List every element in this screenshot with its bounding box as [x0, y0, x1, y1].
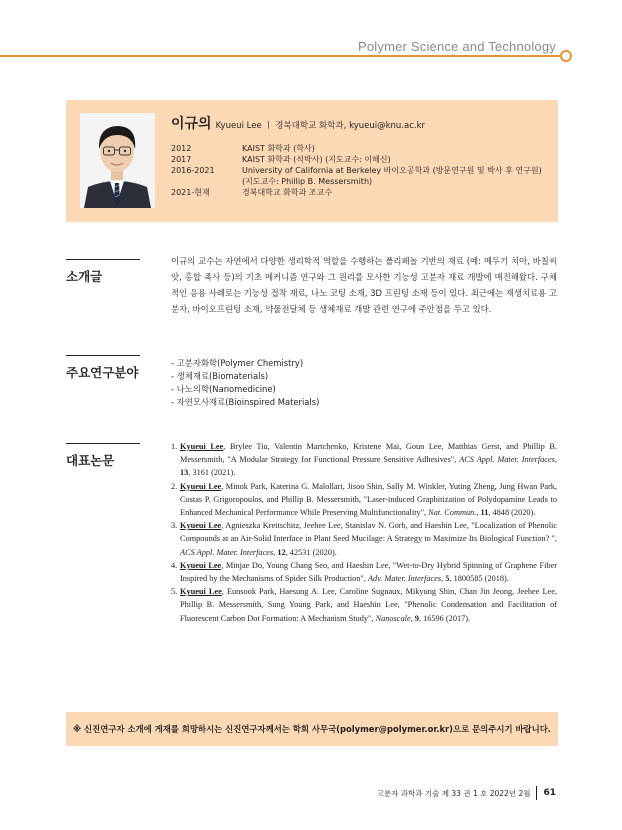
paper-sep: ,: [476, 508, 481, 518]
education-text: KAIST 화학과 (석박사) (지도교수: 이해신): [242, 155, 391, 164]
education-year: 2012: [171, 144, 192, 153]
research-title: 주요연구분야: [66, 365, 139, 380]
intro-title: 소개글: [66, 269, 103, 284]
education-row: [171, 143, 542, 154]
profile-details: Kyueui Lee ㅣ 경북대학교 화학과, kyueui@knu.ac.kr: [215, 121, 426, 131]
page-footer: [377, 786, 556, 800]
paper-tail: , 3161 (2021).: [188, 468, 236, 478]
paper-journal: ACS Appl. Mater. Interfaces: [459, 455, 555, 465]
notice-box: [66, 712, 558, 746]
education-year: [171, 176, 242, 187]
paper-authors: , Minok Park, Katerina G. Malollari, Jisoo Shin, Sally M. Winkler, Yuting Zheng, Jung Hwan Park, Costas P. Grigoropoulos, and Phillip B. Messersmith, "Laser-induced Graphitization of Polydopamine Leads to Enhanced Mechanical Performance While Preserving Multifunctionality",: [180, 481, 557, 518]
paper-number: 5.: [171, 587, 178, 597]
papers-rule: [66, 443, 140, 444]
paper-tail: , 4848 (2020).: [488, 508, 536, 518]
intro-text: 이규의 교수는 자연에서 다양한 생리학적 역할을 수행하는 폴리페놀 기반의 재료 (예: 메두기 치아, 바칠씨앗, 홍합 족사 등)의 기초 메커니즘 연구와 그 원리를 모사한 기능성 고분자 재료 개발에 매진해왔다. 구체적인 응용 사례로는 기능성 접착 재료, 나노 코팅 소재, 3D 프린팅 소재 등이 있다. 최근에는 재생치료용 고분자, 바이오프린팅 소재, 약물전달체 등 생체재료 개발 관련 연구에 주안점을 두고 있다.: [171, 256, 557, 314]
notice-text: ※ 신진연구자 소개에 게재를 희망하시는 신진연구자께서는 학회 사무국(polymer@polymer.or.kr)으로 문의주시기 바랍니다.: [73, 724, 551, 734]
paper-volume: 13: [180, 468, 189, 478]
page-number: 61: [543, 788, 556, 798]
intro-rule: [66, 259, 140, 260]
research-item: - 자연모사재료(Bioinspired Materials): [171, 397, 320, 407]
paper-sep: ,: [273, 547, 278, 557]
paper-text: [180, 519, 557, 559]
paper-journal: Adv. Mater. Interfaces: [367, 574, 442, 584]
paper-text: [180, 480, 557, 520]
paper-item: [171, 440, 557, 480]
paper-tail: , 42531 (2020).: [285, 547, 337, 557]
research-list: [171, 357, 319, 409]
paper-journal: ACS Appl. Mater. Interfaces: [180, 547, 274, 557]
education-text: (지도교수: Phillip B. Messersmith): [242, 177, 373, 186]
journal-title: Polymer Science and Technology: [358, 39, 556, 54]
footer-issue: 고분자 과학과 기술 제 33 권 1 호 2022년 2월: [376, 788, 531, 798]
papers-title: 대표논문: [66, 453, 115, 468]
paper-authors: , Brylee Tiu, Valentin Martchenko, Kristene Mai, Goun Lee, Matthias Gerst, and Phillip B. Messersmith, "A Modular Strategy for Functional Pressure Sensitive Adhesives",: [180, 442, 557, 465]
education-row: [171, 187, 542, 198]
paper-main-author: Kyueui Lee: [180, 481, 222, 491]
paper-number: 3.: [171, 521, 178, 531]
education-text: KAIST 화학과 (학사): [242, 144, 315, 153]
paper-journal: Nanoscale: [375, 613, 411, 623]
paper-sep: ,: [441, 574, 446, 584]
paper-sep: ,: [554, 455, 557, 465]
education-text: University of California at Berkeley 바이오공학과 (방문연구원 및 박사 후 연구원): [242, 166, 542, 175]
education-year: 2021-현재: [171, 188, 210, 197]
paper-journal: Nat. Commun.: [428, 508, 477, 518]
paper-text: [180, 585, 557, 625]
education-row: [171, 176, 542, 187]
header-dot: [560, 50, 572, 62]
paper-main-author: Kyueui Lee: [180, 521, 222, 531]
education-row: [171, 154, 542, 165]
research-item: - 고분자화학(Polymer Chemistry): [171, 358, 304, 368]
paper-sep: ,: [410, 613, 415, 623]
education-list: [171, 143, 542, 198]
paper-main-author: Kyueui Lee: [180, 560, 222, 570]
paper-main-author: Kyueui Lee: [180, 587, 222, 597]
paper-text: [180, 440, 557, 480]
research-rule: [66, 355, 140, 356]
paper-item: [171, 480, 557, 520]
education-row: [171, 165, 542, 176]
paper-item: [171, 519, 557, 559]
education-year: 2017: [171, 155, 192, 164]
paper-item: [171, 585, 557, 625]
education-year: 2016-2021: [171, 166, 215, 175]
paper-volume: 11: [480, 508, 489, 518]
paper-number: 1.: [171, 442, 178, 451]
profile-photo: [80, 113, 155, 208]
education-text: 경북대학교 화학과 조교수: [242, 188, 333, 197]
profile-name-line: [171, 113, 425, 133]
paper-authors: , Agnieszka Kreitschitz, Jeehee Lee, Stanislav N. Gorb, and Haeshin Lee, "Localization of Phenolic Compounds at an Air-Solid Interface in Plant Seed Mucilage: A Strategy to Maximize Its Biological Function? ",: [180, 521, 557, 544]
paper-authors: , Minjae Do, Young Chang Seo, and Haeshin Lee, "Wet-to-Dry Hybrid Spinning of Graphene Fiber Inspired by the Mechanisms of Spider Silk Production",: [180, 560, 558, 584]
paper-volume: 5: [445, 574, 450, 584]
paper-number: 2.: [171, 481, 178, 491]
paper-main-author: Kyueui Lee: [180, 442, 224, 451]
paper-volume: 9: [414, 613, 419, 623]
profile-name: 이규의: [171, 116, 212, 132]
paper-text: [180, 559, 557, 585]
header-rule: [0, 55, 560, 57]
papers-list: [171, 440, 557, 625]
footer-divider: [536, 786, 537, 800]
paper-tail: , 16596 (2017).: [418, 613, 471, 623]
paper-number: 4.: [171, 560, 178, 570]
paper-authors: , Eunsook Park, Haesung A. Lee, Caroline Sugnaux, Mikyung Shin, Chan Jin Jeong, Jeehee Lee, Phillip B. Messersmith, Sung Young Park, and Haeshin Lee, "Phenolic Condensation and Facilitation of Fluorescent Carbon Dot Formation: A Mechanism Study",: [180, 587, 557, 623]
research-item: - 생체재료(Biomaterials): [171, 371, 269, 381]
paper-item: [171, 559, 557, 585]
paper-volume: 12: [277, 547, 286, 557]
paper-tail: , 1800585 (2018).: [449, 574, 509, 584]
research-item: - 나노의학(Nanomedicine): [171, 384, 276, 394]
